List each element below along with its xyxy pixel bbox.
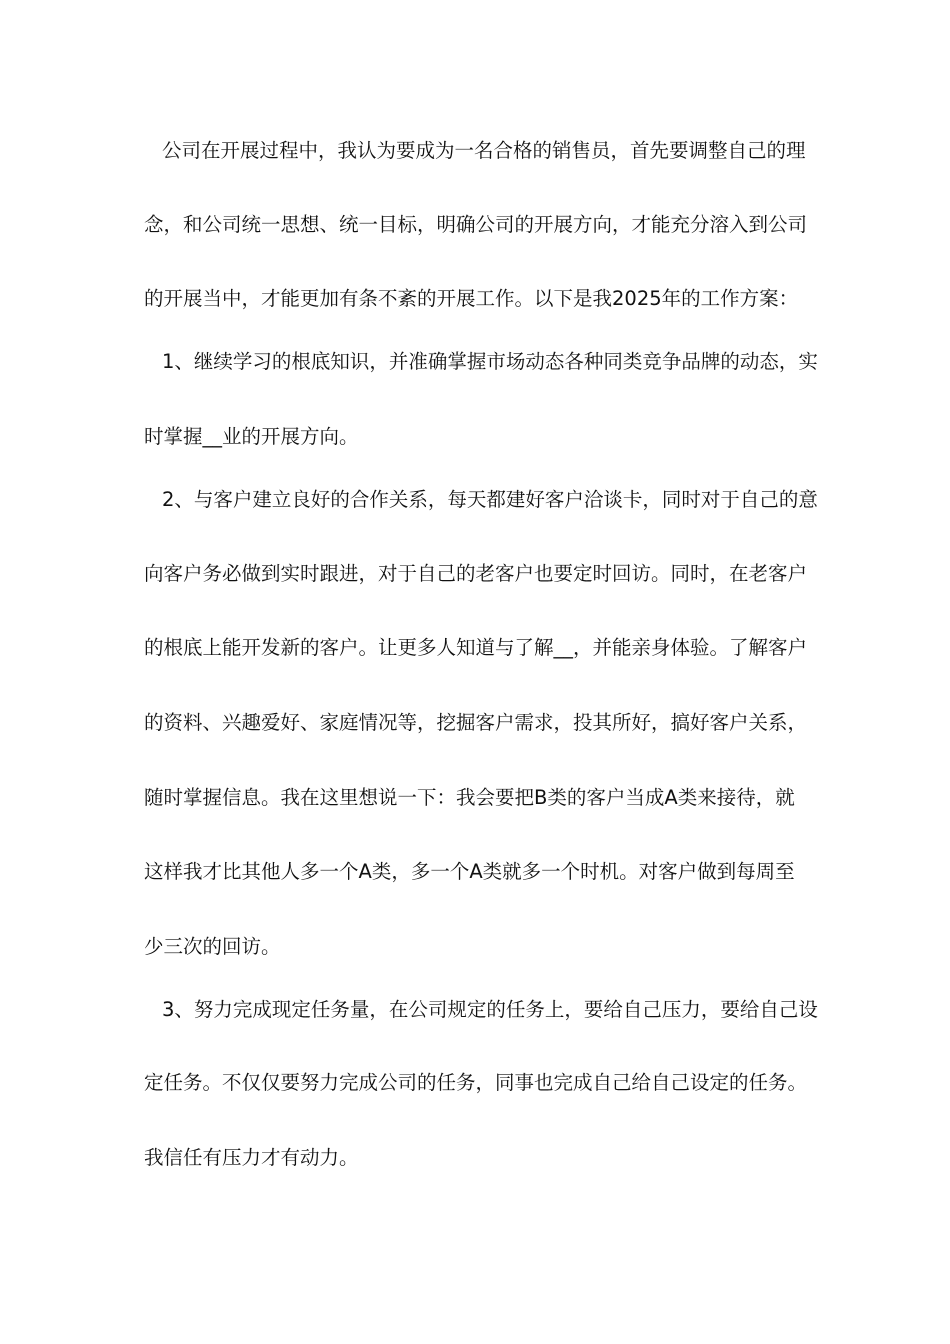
paragraph-line: 的开展当中，才能更加有条不紊的开展工作。以下是我2025年的工作方案： bbox=[144, 287, 799, 310]
list-item-line: 随时掌握信息。我在这里想说一下：我会要把B类的客户当成A类来接待，就 bbox=[144, 786, 795, 809]
list-item-line: 2、与客户建立良好的合作关系，每天都建好客户洽谈卡，同时对于自己的意 bbox=[162, 488, 818, 511]
list-item-line: 的资料、兴趣爱好、家庭情况等，挖掘客户需求，投其所好，搞好客户关系， bbox=[144, 711, 808, 734]
list-item-line: 定任务。不仅仅要努力完成公司的任务，同事也完成自己给自己设定的任务。 bbox=[144, 1071, 808, 1094]
list-item-line: 的根底上能开发新的客户。让更多人知道与了解__，并能亲身体验。了解客户 bbox=[144, 636, 808, 659]
paragraph-line: 念，和公司统一思想、统一目标，明确公司的开展方向，才能充分溶入到公司 bbox=[144, 213, 808, 236]
list-item-line: 少三次的回访。 bbox=[144, 935, 281, 958]
list-item-line: 我信任有压力才有动力。 bbox=[144, 1146, 359, 1169]
list-item-line: 3、努力完成现定任务量，在公司规定的任务上，要给自己压力，要给自己设 bbox=[162, 998, 818, 1021]
paragraph-line: 公司在开展过程中，我认为要成为一名合格的销售员，首先要调整自己的理 bbox=[162, 139, 806, 162]
list-item-line: 向客户务必做到实时跟进，对于自己的老客户也要定时回访。同时，在老客户 bbox=[144, 562, 808, 585]
list-item-line: 时掌握__业的开展方向。 bbox=[144, 425, 359, 448]
list-item-line: 这样我才比其他人多一个A类，多一个A类就多一个时机。对客户做到每周至 bbox=[144, 860, 795, 883]
list-item-line: 1、继续学习的根底知识，并准确掌握市场动态各种同类竞争品牌的动态，实 bbox=[162, 350, 818, 373]
